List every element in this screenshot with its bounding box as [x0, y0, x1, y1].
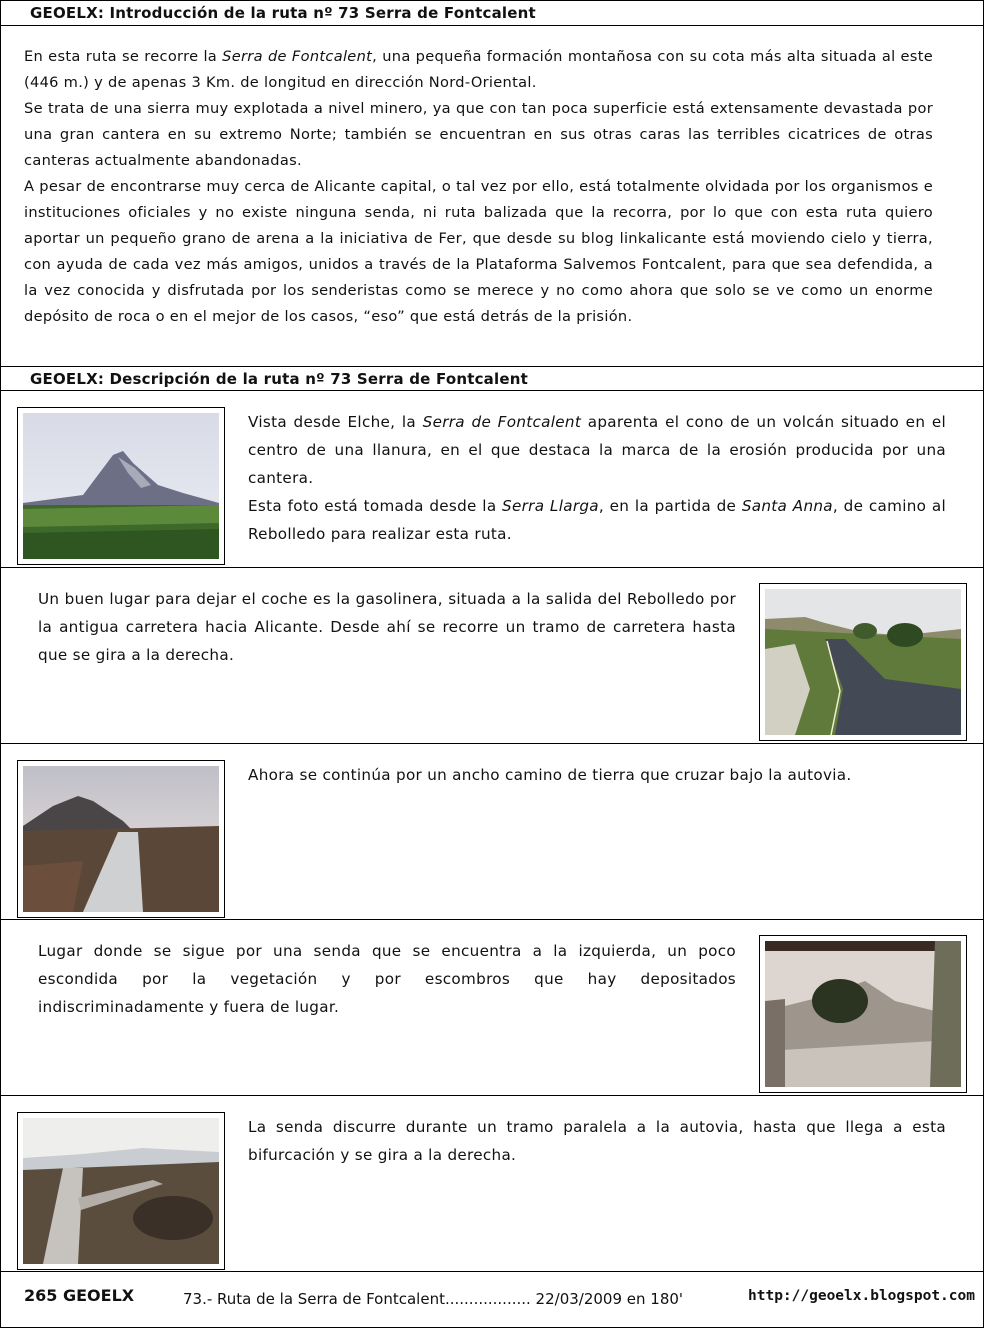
divider	[0, 919, 984, 920]
intro-paragraph-2: Se trata de una sierra muy explotada a nivel minero, ya que con tan poca superficie está extensamente devastada por una gran cantera en su extremo Norte; también se encuentran en sus otras caras las terribles cicatrices de otras canteras actualmente abandonadas.	[24, 100, 933, 169]
step-3-text: Ahora se continúa por un ancho camino de tierra que cruzar bajo la autovia.	[248, 766, 852, 784]
divider	[0, 743, 984, 744]
step-5-text: La senda discurre durante un tramo paralela a la autovia, hasta que llega a esta bifurcación y se gira a la derecha.	[248, 1118, 946, 1164]
step-1-text	[248, 408, 946, 548]
intro-text	[24, 44, 933, 330]
step-1-paragraph-1: Vista desde Elche, la Serra de Fontcalent aparenta el cono de un volcán situado en el centro de una llanura, en el que destaca la marca de la erosión producida por una cantera.	[248, 413, 947, 487]
photo-road-gas-station	[759, 583, 967, 741]
intro-paragraph-1: En esta ruta se recorre la Serra de Fontcalent, una pequeña formación montañosa con su cota más alta situada al este (446 m.) y de apenas 3 Km. de longitud en dirección Nord-Oriental.	[24, 48, 934, 91]
photo-dirt-track	[17, 760, 225, 918]
divider	[0, 25, 984, 26]
page-number: 265 GEOELX	[24, 1286, 135, 1305]
photo-hidden-path	[759, 935, 967, 1093]
photo-mountain-from-elche	[17, 407, 225, 565]
divider	[0, 1095, 984, 1096]
intro-paragraph-3: A pesar de encontrarse muy cerca de Alicante capital, o tal vez por ello, está totalmente olvidada por los organismos e instituciones oficiales y no existe ninguna senda, ni ruta balizada que la recorra, por lo que con esta ruta quiero aportar un pequeño grano de arena a la iniciativa de Fer, que desde su blog linkalicante está moviendo cielo y tierra, con ayuda de cada vez más amigos, unidos a través de la Plataforma Salvemos Fontcalent, para que sea defendida, a la vez conocida y disfrutada por los senderistas como se merece y no como ahora que solo se ve como un enorme depósito de roca o en el mejor de los casos, “eso” que está detrás de la prisión.	[24, 178, 933, 325]
divider	[0, 567, 984, 568]
step-2-text: Un buen lugar para dejar el coche es la gasolinera, situada a la salida del Rebolledo por la antigua carretera hacia Alicante. Desde ahí se recorre un tramo de carretera hasta que se gira a la derecha.	[38, 590, 736, 664]
blog-url[interactable]: http://geoelx.blogspot.com	[748, 1288, 975, 1304]
divider	[0, 1271, 984, 1272]
route-info: 73.- Ruta de la Serra de Fontcalent.................. 22/03/2009 en 180'	[183, 1290, 684, 1308]
description-title: GEOELX: Descripción de la ruta nº 73 Serra de Fontcalent	[30, 370, 528, 388]
divider	[0, 366, 984, 367]
photo-fork-path	[17, 1112, 225, 1270]
step-1-paragraph-2: Esta foto está tomada desde la Serra Llarga, en la partida de Santa Anna, de camino al Rebolledo para realizar esta ruta.	[248, 497, 946, 543]
intro-title: GEOELX: Introducción de la ruta nº 73 Serra de Fontcalent	[30, 4, 536, 22]
divider	[0, 390, 984, 391]
step-4-text: Lugar donde se sigue por una senda que se encuentra a la izquierda, un poco escondida por la vegetación y por escombros que hay depositados indiscriminadamente y fuera de lugar.	[38, 942, 736, 1016]
